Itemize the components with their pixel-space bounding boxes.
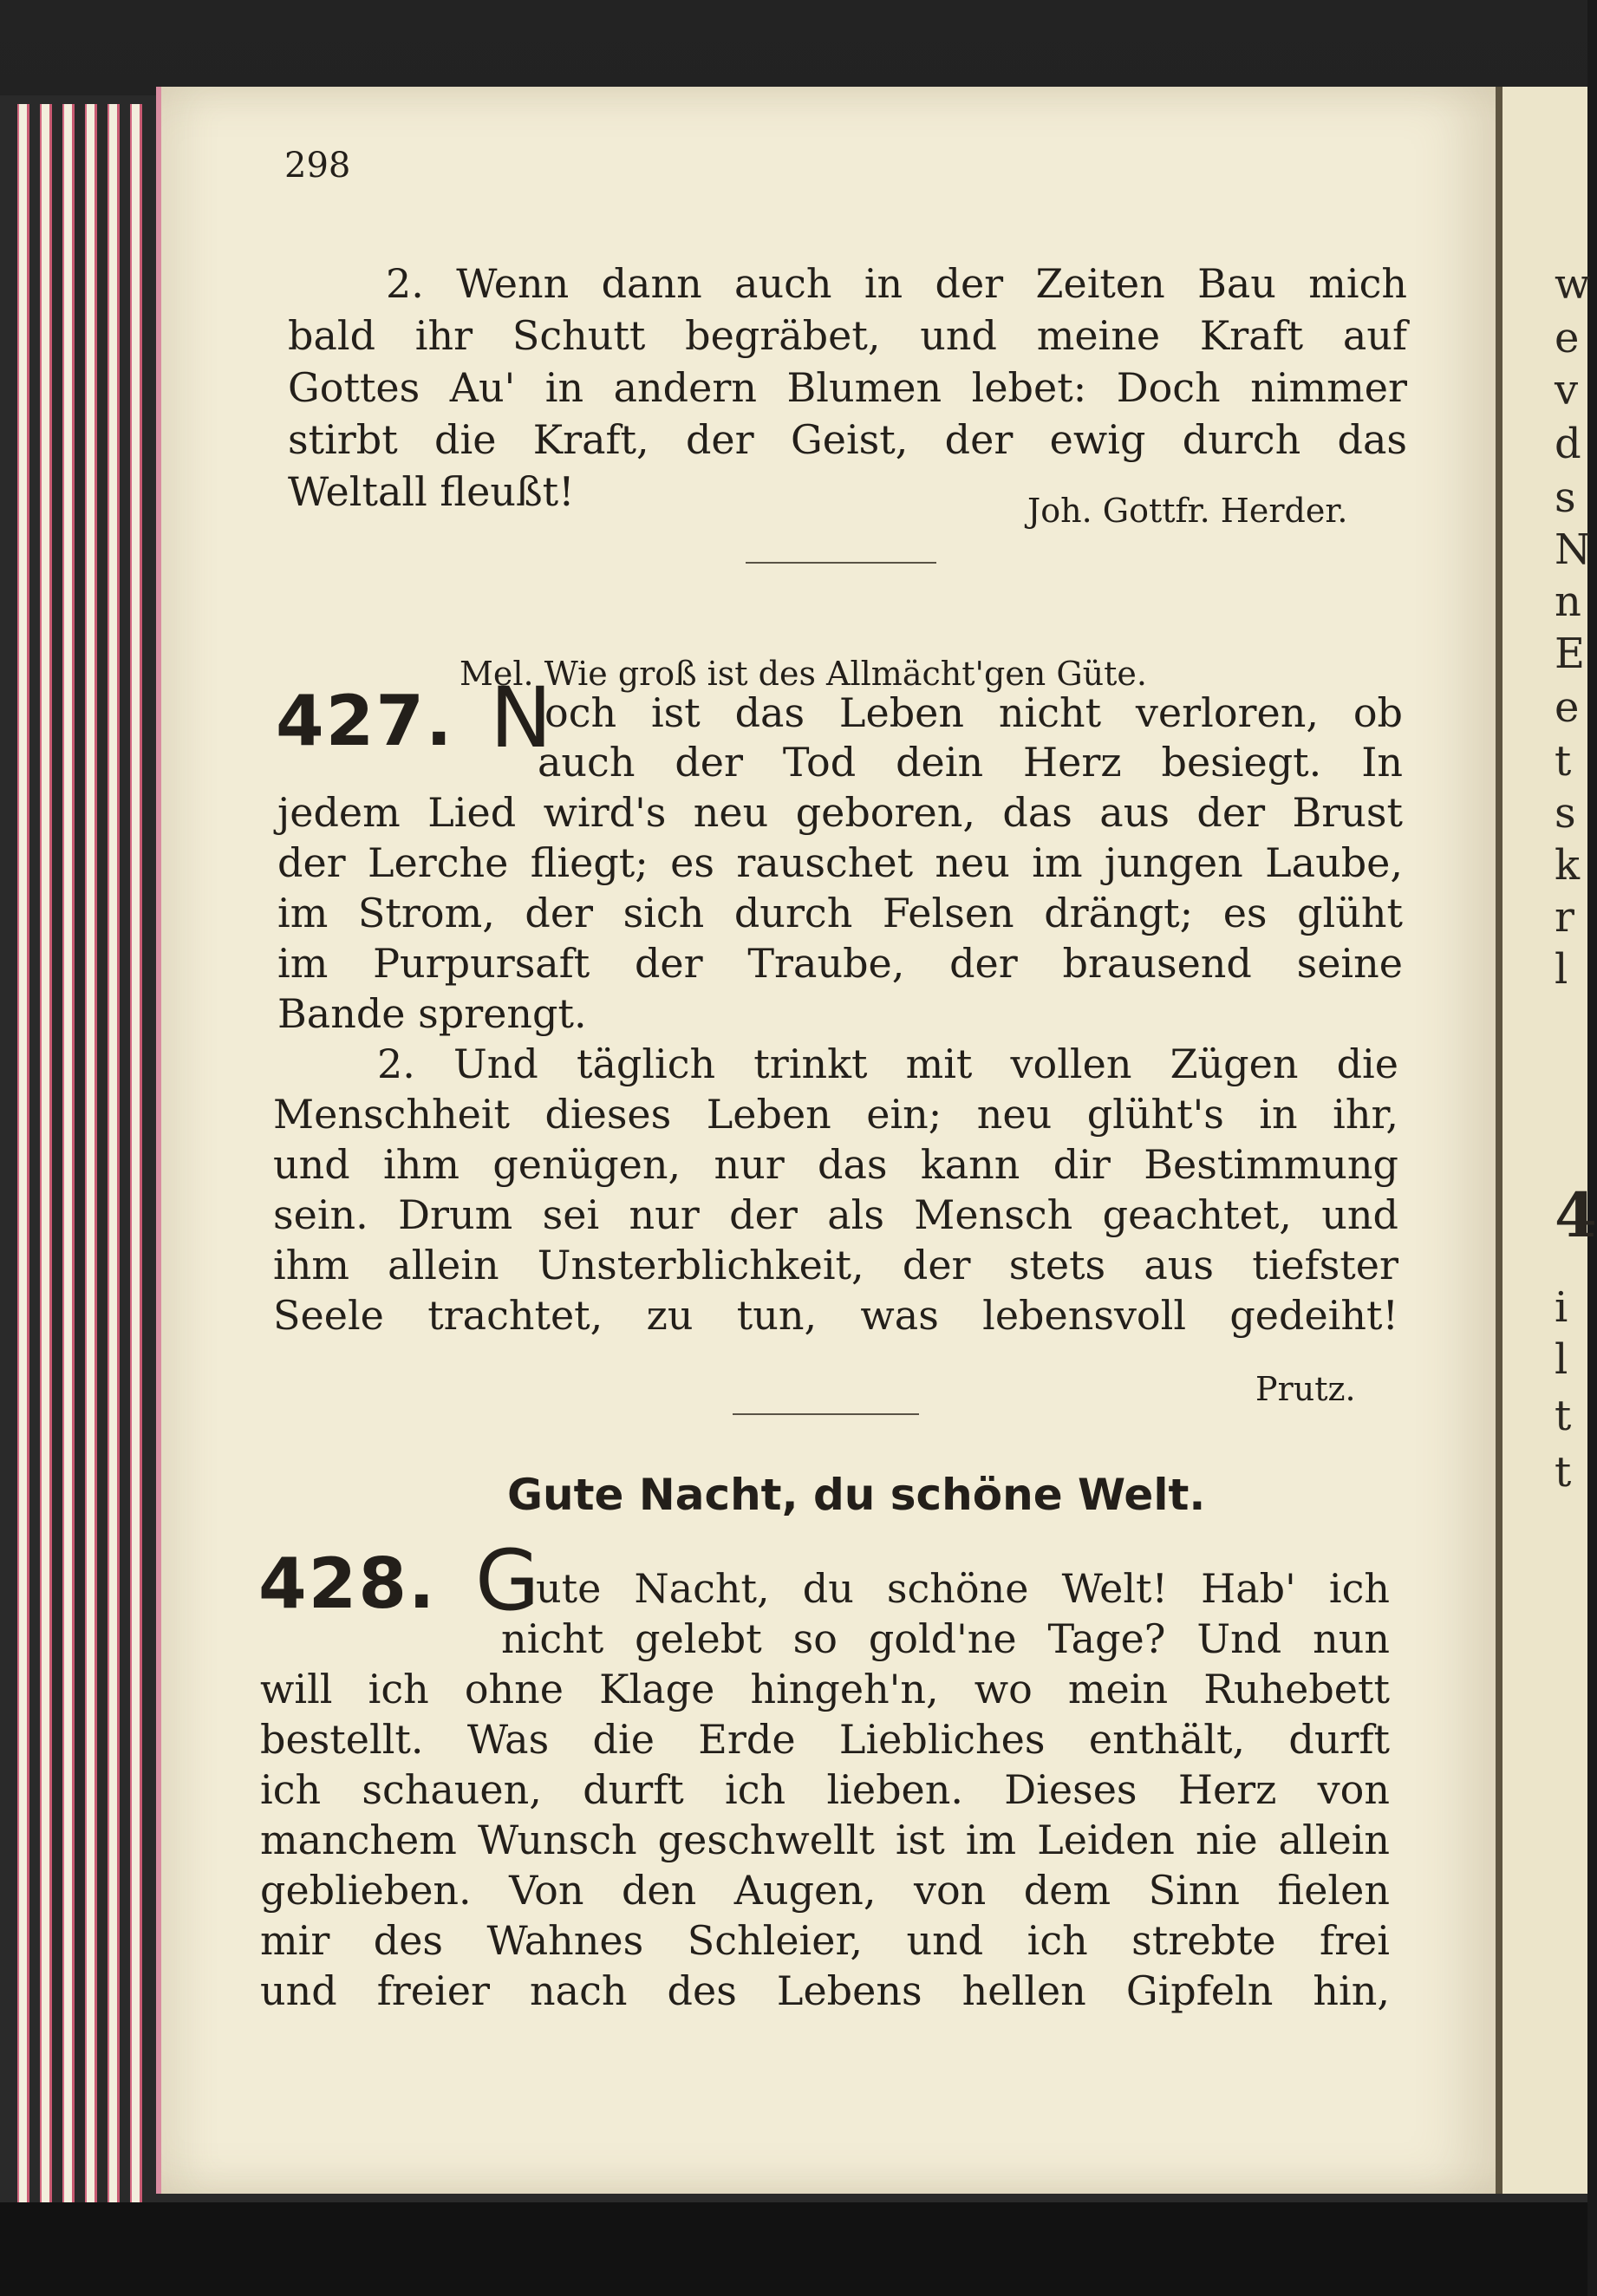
- hymn-number: 427.: [276, 681, 454, 761]
- fragment: v: [1555, 366, 1579, 414]
- text-line: Weltall fleußt!: [288, 468, 575, 515]
- fragment: s: [1555, 473, 1576, 522]
- melody-line: Mel. Wie groß ist des Allmächt'gen Güte.: [460, 655, 1147, 693]
- text-line: Menschheit dieses Leben ein; neu glüht's in ihr,: [273, 1091, 1398, 1138]
- text-line: jedem Lied wird's neu geboren, das aus der Brust: [277, 789, 1403, 836]
- fragment: l: [1555, 1335, 1568, 1384]
- facing-page-edge: [1496, 87, 1597, 2194]
- page-edge: [130, 104, 142, 2214]
- author-signature: Joh. Gottfr. Herder.: [1027, 492, 1348, 530]
- text-line: och ist das Leben nicht verloren, ob: [544, 689, 1403, 736]
- text-line: geblieben. Von den Augen, von dem Sinn fielen: [260, 1867, 1390, 1914]
- drop-initial: N: [490, 669, 552, 766]
- text-line: auch der Tod dein Herz besiegt. In: [538, 739, 1403, 786]
- fragment: w: [1555, 260, 1591, 309]
- fragment: s: [1555, 789, 1576, 838]
- page-edge: [17, 104, 29, 2214]
- fragment: t: [1555, 1392, 1572, 1440]
- fragment: 4: [1555, 1179, 1597, 1251]
- text-line: ich schauen, durft ich lieben. Dieses Herz von: [260, 1766, 1390, 1813]
- page-edge: [85, 104, 97, 2214]
- fragment: t: [1555, 737, 1572, 786]
- fragment: n: [1555, 577, 1581, 626]
- divider-rule: [746, 562, 936, 564]
- divider-rule: [733, 1413, 919, 1415]
- page-number: 298: [284, 146, 351, 186]
- hymn-title: Gute Nacht, du schöne Welt.: [507, 1470, 1206, 1520]
- author-signature: Prutz.: [1255, 1370, 1356, 1408]
- fragment: l: [1555, 945, 1568, 994]
- page-edge: [40, 104, 52, 2214]
- fragment: e: [1555, 683, 1580, 732]
- fragment: i: [1555, 1283, 1568, 1332]
- scan-bottom-band: [0, 2202, 1587, 2296]
- fragment: d: [1555, 420, 1581, 468]
- text-line: der Lerche fliegt; es rauschet neu im jungen Laube,: [277, 839, 1403, 886]
- text-line: Seele trachtet, zu tun, was lebensvoll gedeiht!: [273, 1292, 1398, 1339]
- fragment: N: [1555, 525, 1591, 574]
- hymn-number: 428.: [258, 1543, 437, 1624]
- page-edge: [108, 104, 120, 2214]
- text-line: sein. Drum sei nur der als Mensch geachtet, und: [273, 1191, 1398, 1238]
- text-line: und ihm genügen, nur das kann dir Bestimmung: [273, 1141, 1398, 1188]
- text-line: ute Nacht, du schöne Welt! Hab' ich: [536, 1565, 1390, 1612]
- fragment: E: [1555, 629, 1586, 678]
- text-line: 2. Und täglich trinkt mit vollen Zügen die: [377, 1040, 1398, 1087]
- text-line: will ich ohne Klage hingeh'n, wo mein Ruhebett: [260, 1666, 1390, 1712]
- text-line: stirbt die Kraft, der Geist, der ewig durch das: [288, 416, 1407, 463]
- text-line: 2. Wenn dann auch in der Zeiten Bau mich: [386, 260, 1407, 307]
- text-line: mir des Wahnes Schleier, und ich strebte frei: [260, 1917, 1390, 1964]
- text-line: im Strom, der sich durch Felsen drängt; es glüht: [277, 890, 1403, 936]
- text-line: im Purpursaft der Traube, der brausend seine: [277, 940, 1403, 987]
- text-line: nicht gelebt so gold'ne Tage? Und nun: [501, 1615, 1390, 1662]
- text-line: ihm allein Unsterblichkeit, der stets aus tiefster: [273, 1242, 1398, 1288]
- fragment: e: [1555, 314, 1580, 362]
- fragment: k: [1555, 841, 1581, 890]
- fragment: t: [1555, 1448, 1572, 1497]
- drop-initial: G: [475, 1532, 540, 1629]
- text-line: manchem Wunsch geschwellt ist im Leiden nie allein: [260, 1817, 1390, 1863]
- text-line: Gottes Au' in andern Blumen lebet: Doch nimmer: [288, 364, 1407, 411]
- text-line: bald ihr Schutt begräbet, und meine Kraft auf: [288, 312, 1407, 359]
- text-line: bestellt. Was die Erde Liebliches enthält, durft: [260, 1716, 1390, 1763]
- text-line: und freier nach des Lebens hellen Gipfeln hin,: [260, 1967, 1390, 2014]
- text-line: Bande sprengt.: [277, 990, 587, 1037]
- page-edge: [62, 104, 75, 2214]
- fragment: r: [1555, 893, 1574, 942]
